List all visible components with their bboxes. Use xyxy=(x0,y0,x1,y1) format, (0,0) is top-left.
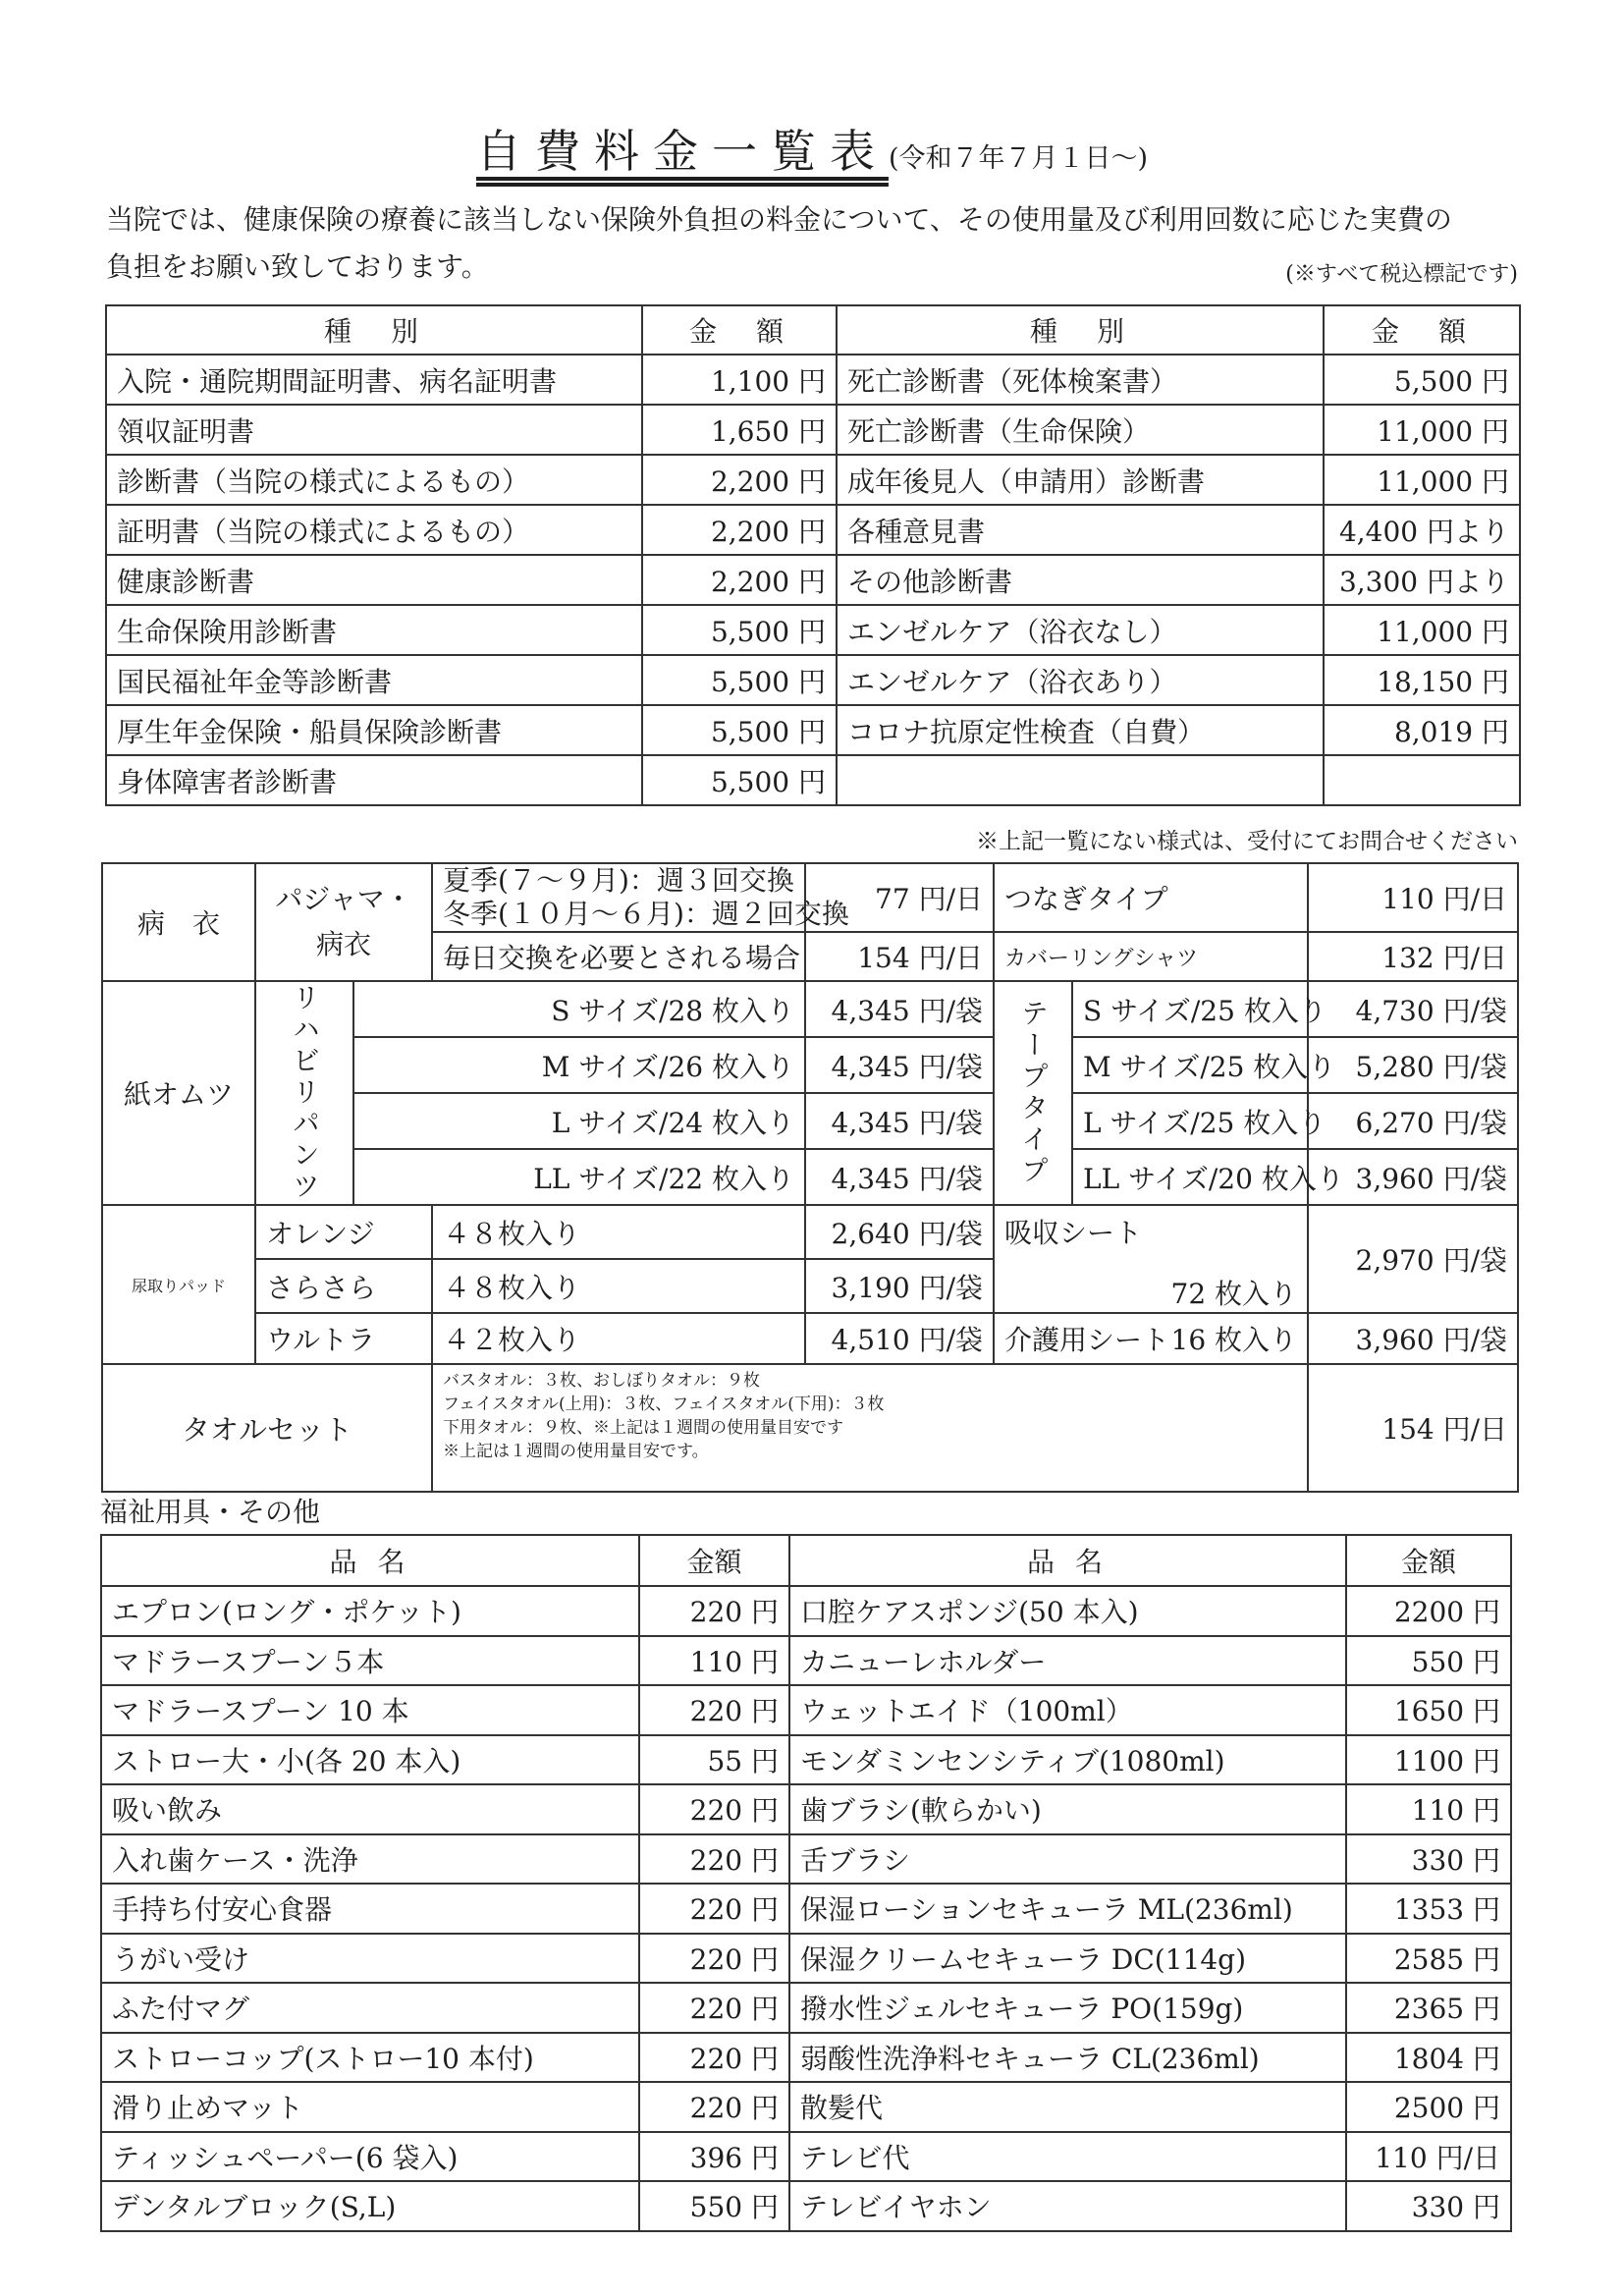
doc-name: その他診断書 xyxy=(837,555,1324,605)
gown-alt1-price: 110 円/日 xyxy=(1308,863,1518,932)
gown-row-1 xyxy=(102,863,1518,932)
pad-row-3 xyxy=(102,1313,1518,1364)
item-name: カニューレホルダー xyxy=(789,1636,1346,1686)
towel-row xyxy=(102,1364,1518,1492)
care-sheet-cell xyxy=(994,1313,1308,1364)
item-price: 220 円 xyxy=(639,1834,789,1885)
table-row xyxy=(101,1983,1511,2033)
doc-name: 死亡診断書（死体検案書） xyxy=(837,355,1324,405)
tape-size-1: S サイズ/25 枚入り xyxy=(1072,981,1308,1037)
doc-name: 証明書（当院の様式によるもの） xyxy=(106,505,642,555)
col-price-right: 金 額 xyxy=(1324,305,1520,355)
item-name: 手持ち付安心食器 xyxy=(101,1884,639,1934)
gown-alt2-name: カバーリングシャツ xyxy=(994,932,1308,981)
page-title xyxy=(0,116,1624,181)
item-price: 396 円 xyxy=(639,2132,789,2182)
gown-summer: 夏季(７～９月)：週３回交換 xyxy=(443,864,794,897)
item-price: 2585 円 xyxy=(1346,1934,1511,1984)
doc-name: エンゼルケア（浴衣なし） xyxy=(837,605,1324,655)
tape-price-2: 5,280 円/袋 xyxy=(1308,1037,1518,1093)
item-price: 110 円 xyxy=(639,1636,789,1686)
gown-alt1-name: つなぎタイプ xyxy=(994,863,1308,932)
care-sheet-price: 3,960 円/袋 xyxy=(1308,1313,1518,1364)
tape-price-1: 4,730 円/袋 xyxy=(1308,981,1518,1037)
tape-price-3: 6,270 円/袋 xyxy=(1308,1093,1518,1149)
item-name: ストローコップ(ストロー10 本付) xyxy=(101,2033,639,2083)
col-price-left: 金 額 xyxy=(642,305,837,355)
item-name: ストロー大・小(各 20 本入) xyxy=(101,1735,639,1785)
item-name: テレビ代 xyxy=(789,2132,1346,2182)
item-name: デンタルブロック(S,L) xyxy=(101,2181,639,2231)
gown-sub-label-2: 病衣 xyxy=(316,928,372,960)
table-row xyxy=(106,655,1520,705)
pad-count-1: ４８枚入り xyxy=(432,1205,805,1259)
gown-alt2-price: 132 円/日 xyxy=(1308,932,1518,981)
doc-name: エンゼルケア（浴衣あり） xyxy=(837,655,1324,705)
item-price: 220 円 xyxy=(639,1784,789,1834)
doc-price: 2,200 円 xyxy=(642,505,837,555)
documents-header-row xyxy=(106,305,1520,355)
doc-name: 成年後見人（申請用）診断書 xyxy=(837,455,1324,505)
pad-label: 尿取りパッド xyxy=(102,1205,255,1364)
tape-label-cell xyxy=(994,981,1072,1205)
tape-size-2: M サイズ/25 枚入り xyxy=(1072,1037,1308,1093)
item-name: エプロン(ロング・ポケット) xyxy=(101,1586,639,1636)
tape-label: テープタイプ xyxy=(1017,999,1051,1187)
gown-price-daily: 154 円/日 xyxy=(805,932,994,981)
item-price: 220 円 xyxy=(639,2082,789,2132)
pants-size-4: LL サイズ/22 枚入り xyxy=(353,1149,805,1205)
gown-schedule xyxy=(432,863,849,932)
item-price: 1804 円 xyxy=(1346,2033,1511,2083)
towel-line-2: フェイスタオル(上用)：３枚、フェイスタオル(下用)：３枚 xyxy=(443,1394,885,1414)
item-price: 1353 円 xyxy=(1346,1884,1511,1934)
intro-line-1: 当院では、健康保険の療養に該当しない保険外負担の料金について、その使用量及び利用回数に応じた実費の xyxy=(106,203,1452,236)
item-name: ふた付マグ xyxy=(101,1983,639,2033)
doc-name xyxy=(837,755,1324,805)
pad-price-2: 3,190 円/袋 xyxy=(805,1259,994,1313)
doc-price: 5,500 円 xyxy=(642,755,837,805)
sheet-price: 2,970 円/袋 xyxy=(1308,1205,1518,1313)
item-price: 2500 円 xyxy=(1346,2082,1511,2132)
welfare-col-name-right: 品 名 xyxy=(789,1535,1346,1586)
towel-price: 154 円/日 xyxy=(1308,1364,1518,1492)
pants-price-2: 4,345 円/袋 xyxy=(805,1037,994,1093)
item-price: 220 円 xyxy=(639,1685,789,1735)
table-row xyxy=(101,1934,1511,1984)
item-price: 110 円 xyxy=(1346,1784,1511,1834)
item-name: 入れ歯ケース・洗浄 xyxy=(101,1834,639,1885)
towel-line-3: 下用タオル：９枚、※上記は１週間の使用量目安です xyxy=(443,1418,844,1438)
doc-name: 健康診断書 xyxy=(106,555,642,605)
item-name: マドラースプーン 10 本 xyxy=(101,1685,639,1735)
table-row xyxy=(106,555,1520,605)
doc-price: 4,400 円より xyxy=(1324,505,1520,555)
doc-price: 5,500 円 xyxy=(642,605,837,655)
item-name: 保湿ローションセキューラ ML(236ml) xyxy=(789,1884,1346,1934)
item-name: 口腔ケアスポンジ(50 本入) xyxy=(789,1586,1346,1636)
doc-price: 11,000 円 xyxy=(1324,455,1520,505)
doc-price: 5,500 円 xyxy=(642,705,837,755)
item-name: 吸い飲み xyxy=(101,1784,639,1834)
item-price: 330 円 xyxy=(1346,1834,1511,1885)
table-row xyxy=(101,1586,1511,1636)
doc-price xyxy=(1324,755,1520,805)
pad-name-1: オレンジ xyxy=(255,1205,432,1259)
table-row xyxy=(101,1735,1511,1785)
care-sheet-name: 介護用シート xyxy=(1004,1324,1170,1356)
welfare-col-name-left: 品 名 xyxy=(101,1535,639,1586)
welfare-section-title: 福祉用具・その他 xyxy=(100,1496,321,1528)
item-price: 220 円 xyxy=(639,1934,789,1984)
table-row xyxy=(101,1834,1511,1885)
sheet-cell xyxy=(994,1205,1308,1313)
pants-size-1: S サイズ/28 枚入り xyxy=(353,981,805,1037)
doc-name: 各種意見書 xyxy=(837,505,1324,555)
table-row xyxy=(101,2082,1511,2132)
item-price: 550 円 xyxy=(1346,1636,1511,1686)
towel-label: タオルセット xyxy=(102,1364,432,1492)
sheet-count: 72 枚入り xyxy=(1170,1278,1298,1310)
documents-table xyxy=(105,304,1521,806)
item-price: 1100 円 xyxy=(1346,1735,1511,1785)
welfare-col-price-right: 金額 xyxy=(1346,1535,1511,1586)
pad-name-2: さらさら xyxy=(255,1259,432,1313)
doc-name: コロナ抗原定性検査（自費） xyxy=(837,705,1324,755)
doc-price: 1,650 円 xyxy=(642,405,837,455)
table-row xyxy=(101,1685,1511,1735)
diaper-label: 紙オムツ xyxy=(102,981,255,1205)
item-price: 220 円 xyxy=(639,2033,789,2083)
pants-price-1: 4,345 円/袋 xyxy=(805,981,994,1037)
table-row xyxy=(106,455,1520,505)
table-row xyxy=(106,505,1520,555)
table-row xyxy=(101,2181,1511,2231)
table-row xyxy=(106,405,1520,455)
doc-price: 18,150 円 xyxy=(1324,655,1520,705)
item-name: 舌ブラシ xyxy=(789,1834,1346,1885)
item-name: 散髪代 xyxy=(789,2082,1346,2132)
pad-price-1: 2,640 円/袋 xyxy=(805,1205,994,1259)
item-price: 220 円 xyxy=(639,1983,789,2033)
documents-note: ※上記一覧にない様式は、受付にてお問合せください xyxy=(976,829,1518,854)
item-name: 保湿クリームセキューラ DC(114g) xyxy=(789,1934,1346,1984)
tape-size-3: L サイズ/25 枚入り xyxy=(1072,1093,1308,1149)
supplies-table xyxy=(101,862,1519,1493)
item-name: ウェットエイド（100ml） xyxy=(789,1685,1346,1735)
table-row xyxy=(106,755,1520,805)
item-name: 滑り止めマット xyxy=(101,2082,639,2132)
pad-price-3: 4,510 円/袋 xyxy=(805,1313,994,1364)
doc-name: 診断書（当院の様式によるもの） xyxy=(106,455,642,505)
welfare-col-price-left: 金額 xyxy=(639,1535,789,1586)
item-name: 歯ブラシ(軟らかい) xyxy=(789,1784,1346,1834)
item-price: 1650 円 xyxy=(1346,1685,1511,1735)
diaper-row-1 xyxy=(102,981,1518,1037)
table-row xyxy=(106,355,1520,405)
table-row xyxy=(101,2033,1511,2083)
table-row xyxy=(106,705,1520,755)
pants-size-3: L サイズ/24 枚入り xyxy=(353,1093,805,1149)
intro-line-2: 負担をお願い致しております。 xyxy=(106,250,489,283)
doc-price: 1,100 円 xyxy=(642,355,837,405)
title-date: (令和７年７月１日～) xyxy=(888,143,1149,174)
table-row xyxy=(101,1784,1511,1834)
gown-winter: 冬季(１０月～６月)：週２回交換 xyxy=(443,898,849,930)
doc-price: 5,500 円 xyxy=(642,655,837,705)
towel-description xyxy=(432,1364,1308,1492)
gown-sub-label xyxy=(255,863,432,981)
pad-row-1 xyxy=(102,1205,1518,1259)
doc-name: 入院・通院期間証明書、病名証明書 xyxy=(106,355,642,405)
pants-label: リハビリパンツ xyxy=(289,983,321,1203)
doc-name: 身体障害者診断書 xyxy=(106,755,642,805)
item-price: 2200 円 xyxy=(1346,1586,1511,1636)
doc-price: 11,000 円 xyxy=(1324,405,1520,455)
pants-price-3: 4,345 円/袋 xyxy=(805,1093,994,1149)
towel-line-1: バスタオル：３枚、おしぼりタオル：９枚 xyxy=(443,1371,761,1391)
sheet-name: 吸収シート xyxy=(1004,1217,1143,1249)
gown-sub-label-1: パジャマ・ xyxy=(275,883,412,915)
pants-label-cell xyxy=(255,981,353,1205)
table-row xyxy=(101,1884,1511,1934)
item-price: 110 円/日 xyxy=(1346,2132,1511,2182)
pad-count-2: ４８枚入り xyxy=(432,1259,805,1313)
care-sheet-count: 16 枚入り xyxy=(1170,1324,1298,1356)
item-price: 55 円 xyxy=(639,1735,789,1785)
item-name: 弱酸性洗浄料セキューラ CL(236ml) xyxy=(789,2033,1346,2083)
doc-price: 11,000 円 xyxy=(1324,605,1520,655)
gown-label: 病 衣 xyxy=(102,863,255,981)
table-row xyxy=(106,605,1520,655)
item-price: 220 円 xyxy=(639,1884,789,1934)
doc-price: 8,019 円 xyxy=(1324,705,1520,755)
title-main: 自費料金一覧表 xyxy=(475,125,889,178)
table-row xyxy=(101,1636,1511,1686)
item-price: 2365 円 xyxy=(1346,1983,1511,2033)
welfare-table xyxy=(100,1534,1512,2232)
item-price: 220 円 xyxy=(639,1586,789,1636)
table-row xyxy=(101,2132,1511,2182)
item-price: 550 円 xyxy=(639,2181,789,2231)
tax-note: (※すべて税込標記です) xyxy=(1285,262,1518,287)
doc-name: 国民福祉年金等診断書 xyxy=(106,655,642,705)
tape-price-4: 3,960 円/袋 xyxy=(1308,1149,1518,1205)
item-name: モンダミンセンシティブ(1080ml) xyxy=(789,1735,1346,1785)
doc-name: 厚生年金保険・船員保険診断書 xyxy=(106,705,642,755)
welfare-header-row xyxy=(101,1535,1511,1586)
pad-name-3: ウルトラ xyxy=(255,1313,432,1364)
item-name: ティッシュペーパー(6 袋入) xyxy=(101,2132,639,2182)
item-name: マドラースプーン５本 xyxy=(101,1636,639,1686)
gown-price-regular: 77 円/日 xyxy=(805,863,994,932)
doc-name: 死亡診断書（生命保険） xyxy=(837,405,1324,455)
item-name: うがい受け xyxy=(101,1934,639,1984)
doc-price: 2,200 円 xyxy=(642,555,837,605)
item-name: 撥水性ジェルセキューラ PO(159g) xyxy=(789,1983,1346,2033)
gown-daily: 毎日交換を必要とされる場合 xyxy=(432,932,805,981)
pants-size-2: M サイズ/26 枚入り xyxy=(353,1037,805,1093)
doc-price: 2,200 円 xyxy=(642,455,837,505)
item-name: テレビイヤホン xyxy=(789,2181,1346,2231)
doc-name: 領収証明書 xyxy=(106,405,642,455)
doc-price: 5,500 円 xyxy=(1324,355,1520,405)
pad-count-3: ４２枚入り xyxy=(432,1313,805,1364)
doc-name: 生命保険用診断書 xyxy=(106,605,642,655)
tape-size-4: LL サイズ/20 枚入り xyxy=(1072,1149,1308,1205)
towel-line-4: ※上記は１週間の使用量目安です。 xyxy=(443,1442,709,1461)
col-type-right: 種 別 xyxy=(837,305,1324,355)
doc-price: 3,300 円より xyxy=(1324,555,1520,605)
col-type-left: 種 別 xyxy=(106,305,642,355)
item-price: 330 円 xyxy=(1346,2181,1511,2231)
pants-price-4: 4,345 円/袋 xyxy=(805,1149,994,1205)
